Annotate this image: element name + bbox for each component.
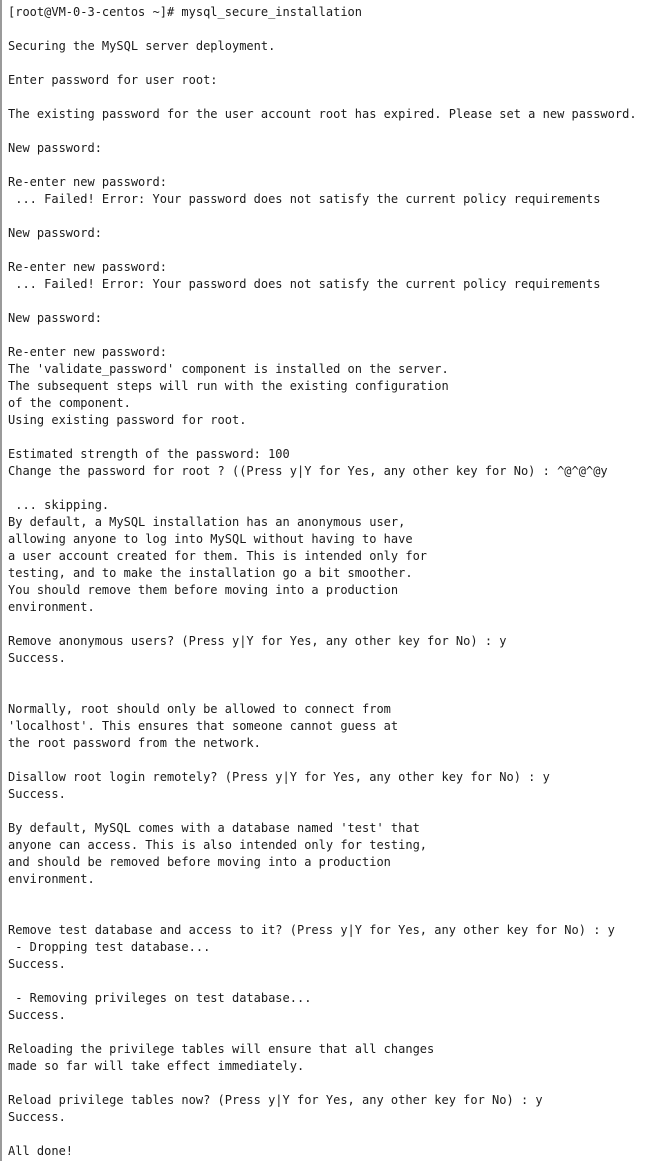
- terminal-line: and should be removed before moving into a production: [8, 855, 391, 869]
- terminal-line: [8, 905, 667, 922]
- terminal-line: Re-enter new password:: [8, 175, 167, 189]
- terminal-line: [8, 157, 667, 174]
- terminal-line: [8, 803, 667, 820]
- terminal-line: By default, a MySQL installation has an anonymous user,: [8, 515, 406, 529]
- terminal-line: Remove test database and access to it? (Press y|Y for Yes, any other key for No) : y: [8, 923, 615, 937]
- terminal-line: All done!: [8, 1144, 74, 1158]
- terminal-line: [8, 888, 667, 905]
- terminal-line: made so far will take effect immediately.: [8, 1059, 305, 1073]
- terminal-line: Success.: [8, 957, 66, 971]
- terminal-line: The 'validate_password' component is installed on the server.: [8, 362, 449, 376]
- terminal-line: [8, 429, 667, 446]
- terminal-line: [8, 55, 667, 72]
- terminal-line: [8, 21, 667, 38]
- terminal-line: [8, 242, 667, 259]
- terminal-line: environment.: [8, 600, 95, 614]
- terminal-line: [8, 1075, 667, 1092]
- terminal-line: [8, 208, 667, 225]
- terminal-line: Change the password for root ? ((Press y|Y for Yes, any other key for No) : ^@^@^@y: [8, 464, 608, 478]
- terminal-line: Securing the MySQL server deployment.: [8, 39, 276, 53]
- terminal-line: [8, 480, 667, 497]
- terminal-line: [8, 89, 667, 106]
- terminal-line: [8, 667, 667, 684]
- terminal-line: Success.: [8, 1008, 66, 1022]
- terminal-line: Success.: [8, 787, 66, 801]
- terminal-line: Enter password for user root:: [8, 73, 218, 87]
- terminal-line: Estimated strength of the password: 100: [8, 447, 290, 461]
- terminal-line: New password:: [8, 141, 102, 155]
- terminal-line: [8, 293, 667, 310]
- terminal-line: - Dropping test database...: [8, 940, 211, 954]
- terminal-line: Reloading the privilege tables will ensure that all changes: [8, 1042, 435, 1056]
- terminal-line: Remove anonymous users? (Press y|Y for Yes, any other key for No) : y: [8, 634, 507, 648]
- terminal-line: 'localhost'. This ensures that someone cannot guess at: [8, 719, 399, 733]
- terminal-line: ... Failed! Error: Your password does not satisfy the current policy requirements: [8, 192, 601, 206]
- terminal-line: Re-enter new password:: [8, 260, 167, 274]
- terminal-line: [8, 1024, 667, 1041]
- terminal-line: a user account created for them. This is intended only for: [8, 549, 428, 563]
- terminal-line: Disallow root login remotely? (Press y|Y for Yes, any other key for No) : y: [8, 770, 550, 784]
- terminal-line: You should remove them before moving into a production: [8, 583, 399, 597]
- terminal-line: New password:: [8, 226, 102, 240]
- terminal-line: The subsequent steps will run with the existing configuration: [8, 379, 449, 393]
- terminal-line: [8, 752, 667, 769]
- terminal-line: [8, 1126, 667, 1143]
- terminal-line: ... skipping.: [8, 498, 110, 512]
- terminal-line: [8, 684, 667, 701]
- terminal-line: Success.: [8, 1110, 66, 1124]
- terminal-line: - Removing privileges on test database...: [8, 991, 312, 1005]
- terminal-line: Normally, root should only be allowed to connect from: [8, 702, 391, 716]
- terminal-line: testing, and to make the installation go a bit smoother.: [8, 566, 413, 580]
- terminal-line: anyone can access. This is also intended only for testing,: [8, 838, 428, 852]
- terminal-line: By default, MySQL comes with a database named 'test' that: [8, 821, 420, 835]
- terminal-line: [8, 616, 667, 633]
- terminal-line: Re-enter new password:: [8, 345, 167, 359]
- terminal-line: allowing anyone to log into MySQL without having to have: [8, 532, 413, 546]
- terminal-line: the root password from the network.: [8, 736, 261, 750]
- terminal-line: [8, 327, 667, 344]
- terminal-line: New password:: [8, 311, 102, 325]
- terminal-line: Reload privilege tables now? (Press y|Y for Yes, any other key for No) : y: [8, 1093, 543, 1107]
- terminal-line: Success.: [8, 651, 66, 665]
- terminal-line: [root@VM-0-3-centos ~]# mysql_secure_installation: [8, 5, 363, 19]
- terminal-line: The existing password for the user account root has expired. Please set a new password.: [8, 107, 637, 121]
- terminal-line: of the component.: [8, 396, 131, 410]
- terminal-line: [8, 123, 667, 140]
- terminal-line: ... Failed! Error: Your password does not satisfy the current policy requirements: [8, 277, 601, 291]
- terminal-line: environment.: [8, 872, 95, 886]
- terminal-line: [8, 973, 667, 990]
- terminal-line: Using existing password for root.: [8, 413, 247, 427]
